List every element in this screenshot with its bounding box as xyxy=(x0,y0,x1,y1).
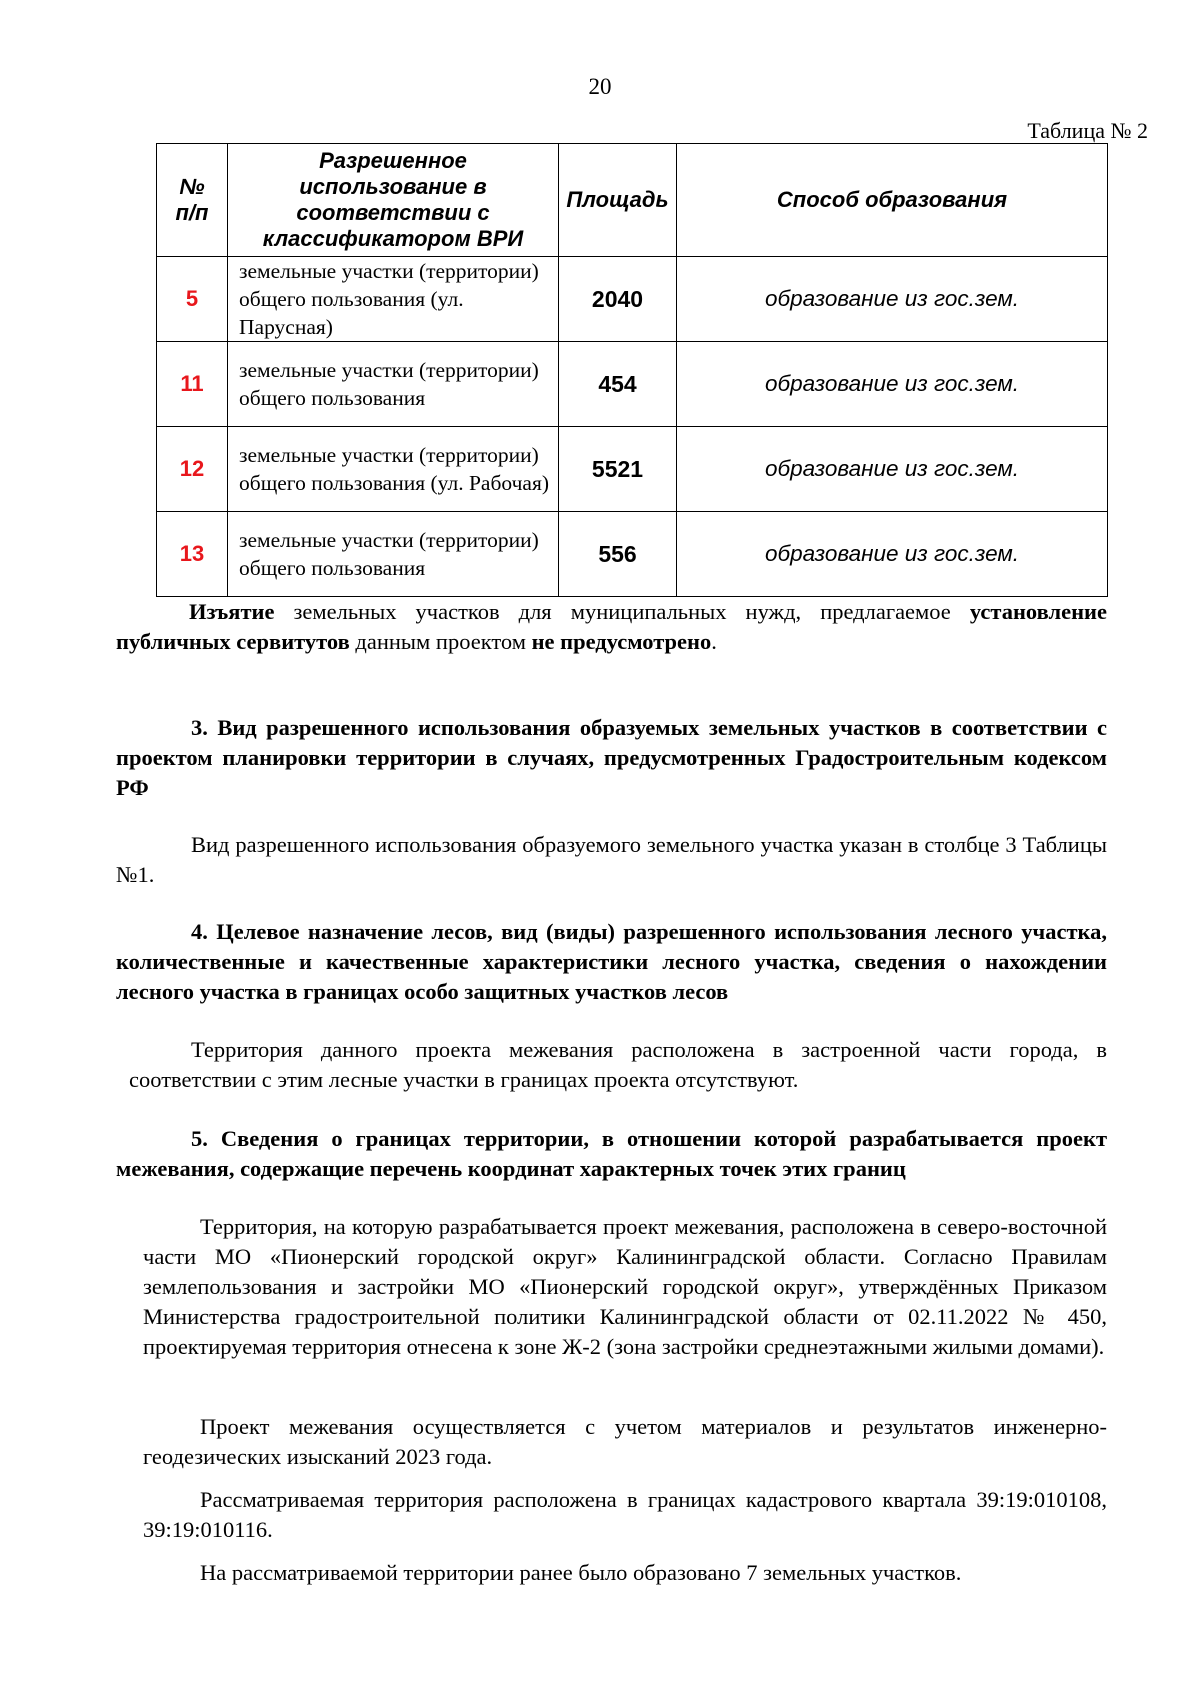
table-row xyxy=(157,257,1108,342)
header-use: Разрешенное использование в соответствии с классификатором ВРИ xyxy=(228,144,559,257)
page-number: 20 xyxy=(588,74,612,99)
section-4-heading: 4. Целевое назначение лесов, вид (виды) разрешенного использования лесного участка, количественные и качественные характеристики лесного участка, сведения о нахождении лесного участка в границах особо защитных участков лесов xyxy=(116,919,1107,1004)
table-header-row xyxy=(157,144,1108,257)
row-use: земельные участки (территории) общего пользования xyxy=(228,342,559,427)
row-method: образование из гос.зем. xyxy=(677,342,1108,427)
header-area: Площадь xyxy=(559,144,677,257)
row-method: образование из гос.зем. xyxy=(677,257,1108,342)
section-3-text: Вид разрешенного использования образуемого земельного участка указан в столбце 3 Таблицы №1. xyxy=(116,832,1107,887)
table-row xyxy=(157,342,1108,427)
section-5-paragraph-2: Проект межевания осуществляется с учетом материалов и результатов инженерно-геодезических изысканий 2023 года. xyxy=(143,1414,1107,1469)
note-bold-3: не предусмотрено xyxy=(531,629,712,654)
table-row xyxy=(157,427,1108,512)
section-4-text: Территория данного проекта межевания расположена в застроенной части города, в соответствии с этим лесные участки в границах проекта отсутствуют. xyxy=(129,1037,1107,1092)
row-method: образование из гос.зем. xyxy=(677,512,1108,597)
header-num: № п/п xyxy=(157,144,228,257)
note-text-1: земельных участков для муниципальных нужд, предлагаемое xyxy=(274,599,970,624)
note-text-3: . xyxy=(711,629,717,654)
row-area: 2040 xyxy=(559,257,677,342)
section-5-heading: 5. Сведения о границах территории, в отношении которой разрабатывается проект межевания, содержащие перечень координат характерных точек этих границ xyxy=(116,1126,1107,1181)
note-paragraph xyxy=(116,597,1107,657)
section-3-heading: 3. Вид разрешенного использования образуемых земельных участков в соответствии с проектом планировки территории в случаях, предусмотренных Градостроительным кодексом РФ xyxy=(116,715,1107,800)
table-caption: Таблица № 2 xyxy=(1027,118,1148,143)
row-use: земельные участки (территории) общего пользования (ул. Парусная) xyxy=(228,257,559,342)
row-num: 13 xyxy=(157,512,228,597)
row-num: 5 xyxy=(157,257,228,342)
note-bold-1: Изъятие xyxy=(189,599,275,624)
row-num: 11 xyxy=(157,342,228,427)
row-use: земельные участки (территории) общего пользования xyxy=(228,512,559,597)
row-area: 5521 xyxy=(559,427,677,512)
section-5-paragraph-1: Территория, на которую разрабатывается проект межевания, расположена в северо-восточной части МО «Пионерский городской округ» Калининградской области. Согласно Правилам землепользования и застройки МО «Пионерский городской округ», утверждённых Приказом Министерства градостроительной политики Калининградской области от 02.11.2022 № 450, проектируемая территория отнесена к зоне Ж-2 (зона застройки среднеэтажными жилыми домами). xyxy=(143,1214,1107,1359)
row-area: 454 xyxy=(559,342,677,427)
row-num: 12 xyxy=(157,427,228,512)
row-use: земельные участки (территории) общего пользования (ул. Рабочая) xyxy=(228,427,559,512)
note-text-2: данным проектом xyxy=(349,629,532,654)
table-row xyxy=(157,512,1108,597)
section-5-paragraph-4: На рассматриваемой территории ранее было образовано 7 земельных участков. xyxy=(200,1560,962,1585)
row-method: образование из гос.зем. xyxy=(677,427,1108,512)
section-5-paragraph-3: Рассматриваемая территория расположена в границах кадастрового квартала 39:19:010108, 39:19:010116. xyxy=(143,1487,1107,1542)
land-plots-table xyxy=(156,143,1108,597)
note-bold-2: установление публичных сервитутов xyxy=(116,599,1107,654)
row-area: 556 xyxy=(559,512,677,597)
header-method: Способ образования xyxy=(677,144,1108,257)
